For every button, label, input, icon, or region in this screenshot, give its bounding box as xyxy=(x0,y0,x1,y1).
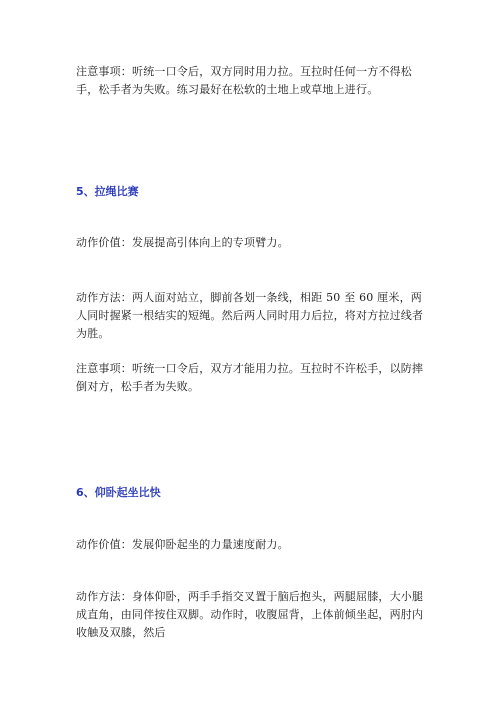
method-paragraph-5: 动作方法：两人面对站立，脚前各划一条线，相距 50 至 60 厘米，两人同时握紧一根结实的短绳。然后两人同时用力后拉，将对方拉过线者为胜。 xyxy=(76,291,424,340)
value-paragraph-6: 动作价值：发展仰卧起坐的力量速度耐力。 xyxy=(76,538,289,551)
section-6-heading: 6、仰卧起坐比快 xyxy=(76,486,161,499)
section-5-heading: 5、拉绳比赛 xyxy=(76,185,139,198)
note-paragraph-5: 注意事项：听统一口令后，双方才能用力拉。互拉时不许松手，以防摔倒对方，松手者为失败。 xyxy=(76,362,424,393)
value-paragraph-5: 动作价值：发展提高引体向上的专项臂力。 xyxy=(76,236,289,249)
method-paragraph-6: 动作方法：身体仰卧，两手手指交叉置于脑后抱头，两腿屈膝，大小腿成直角，由同伴按住双脚。动作时，收腹屈背，上体前倾坐起，两肘内收触及双膝，然后 xyxy=(76,590,424,639)
note-paragraph-1: 注意事项：听统一口令后，双方同时用力拉。互拉时任何一方不得松手，松手者为失败。练习最好在松软的土地上或草地上进行。 xyxy=(76,65,412,96)
